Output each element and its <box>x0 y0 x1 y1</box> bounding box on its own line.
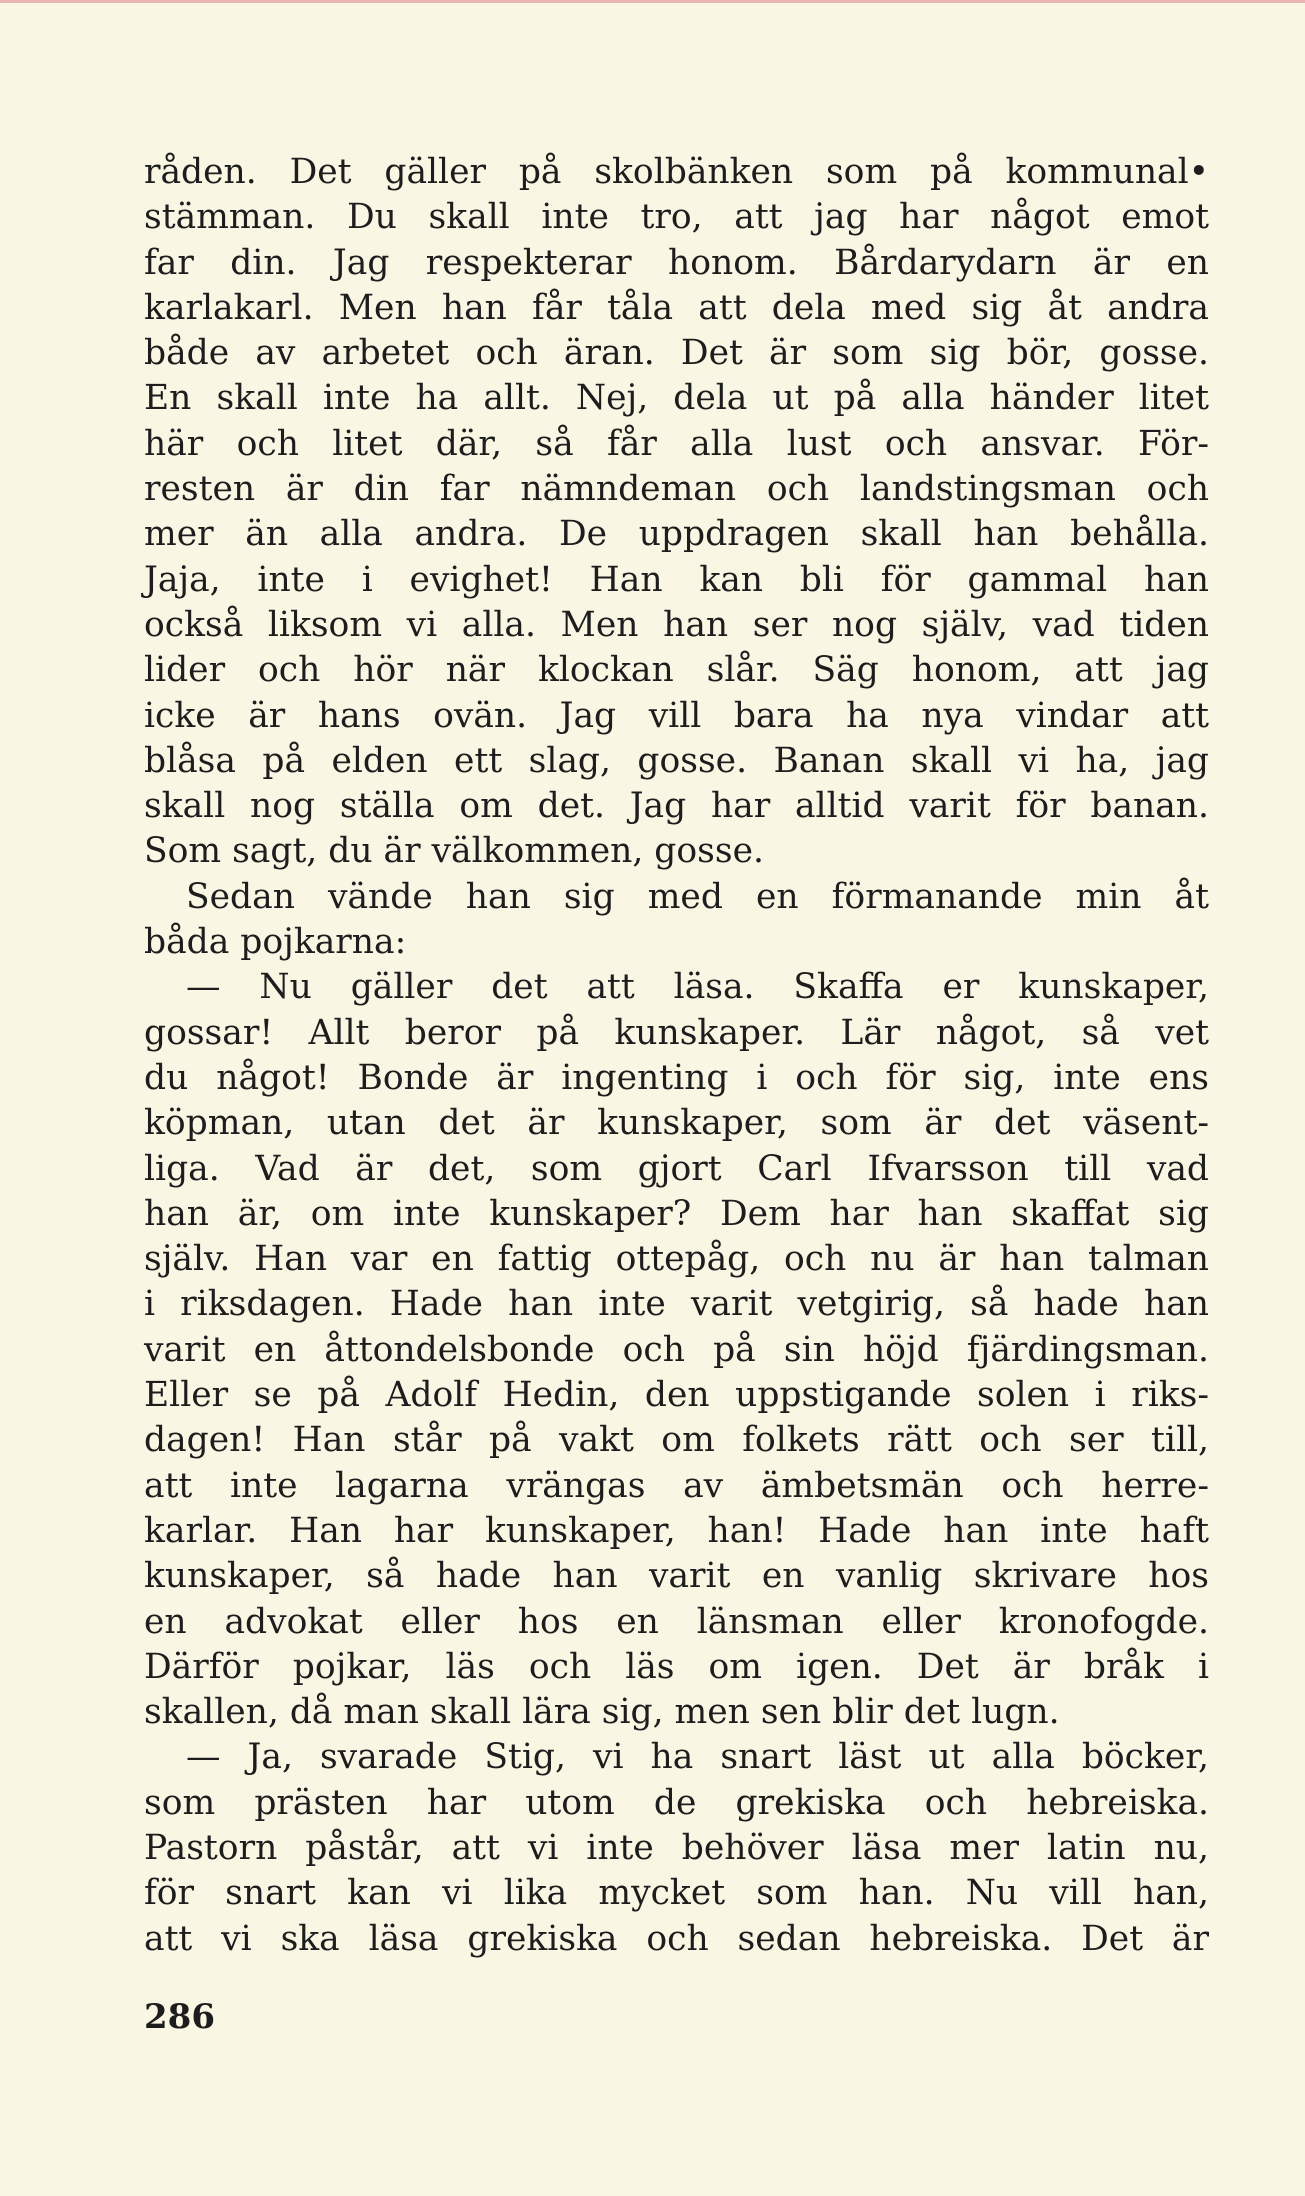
page-number: 286 <box>144 1997 215 2037</box>
text-line: skallen, då man skall lära sig, men sen blir det lugn. <box>144 1692 1060 1733</box>
text-line: Som sagt, du är välkommen, gosse. <box>144 831 764 872</box>
text-line: liga. Vad är det, som gjort Carl Ifvarsson till vad <box>144 1148 1209 1189</box>
text-line: själv. Han var en fattig ottepåg, och nu är han talman <box>144 1239 1209 1280</box>
text-line: lider och hör när klockan slår. Säg honom, att jag <box>144 650 1209 691</box>
text-line: Jaja, inte i evighet! Han kan bli för gammal han <box>144 559 1209 600</box>
text-line: gossar! Allt beror på kunskaper. Lär något, så vet <box>144 1012 1209 1053</box>
text-line: En skall inte ha allt. Nej, dela ut på alla händer litet <box>144 378 1209 419</box>
text-line: råden. Det gäller på skolbänken som på kommunal• <box>144 152 1209 192</box>
text-line: karlakarl. Men han får tåla att dela med sig åt andra <box>144 287 1209 328</box>
text-line: varit en åttondelsbonde och på sin höjd fjärdingsman. <box>144 1329 1209 1370</box>
text-line: båda pojkarna: <box>144 922 407 963</box>
text-line: för snart kan vi lika mycket som han. Nu vill han, <box>144 1873 1209 1914</box>
body-text <box>144 150 1209 1962</box>
text-line: dagen! Han står på vakt om folkets rätt och ser till, <box>144 1420 1209 1461</box>
text-line: karlar. Han har kunskaper, han! Hade han inte haft <box>144 1510 1209 1551</box>
text-line: — Nu gäller det att läsa. Skaffa er kunskaper, <box>186 967 1209 1008</box>
text-line: du något! Bonde är ingenting i och för sig, inte ens <box>144 1057 1209 1098</box>
text-line: Därför pojkar, läs och läs om igen. Det är bråk i <box>144 1646 1209 1687</box>
text-line: skall nog ställa om det. Jag har alltid varit för banan. <box>144 786 1209 827</box>
text-line: Pastorn påstår, att vi inte behöver läsa mer latin nu, <box>144 1827 1209 1868</box>
text-line: att inte lagarna vrängas av ämbetsmän och herre- <box>144 1465 1209 1506</box>
text-line: också liksom vi alla. Men han ser nog själv, vad tiden <box>144 604 1209 645</box>
text-line: att vi ska läsa grekiska och sedan hebreiska. Det är <box>144 1918 1209 1959</box>
text-line: mer än alla andra. De uppdragen skall han behålla. <box>144 514 1209 555</box>
text-line: Sedan vände han sig med en förmanande min åt <box>186 876 1209 917</box>
text-line: resten är din far nämndeman och landstingsman och <box>144 469 1209 510</box>
text-line: både av arbetet och äran. Det är som sig bör, gosse. <box>144 333 1209 374</box>
text-line: han är, om inte kunskaper? Dem har han skaffat sig <box>144 1193 1209 1234</box>
text-line: köpman, utan det är kunskaper, som är det väsent- <box>144 1103 1209 1144</box>
text-line: som prästen har utom de grekiska och hebreiska. <box>144 1782 1209 1823</box>
text-line: en advokat eller hos en länsman eller kronofogde. <box>144 1601 1209 1642</box>
text-line: i riksdagen. Hade han inte varit vetgirig, så hade han <box>144 1284 1209 1325</box>
text-line: här och litet där, så får alla lust och ansvar. För- <box>144 423 1209 464</box>
text-line: Eller se på Adolf Hedin, den uppstigande solen i riks- <box>144 1375 1209 1416</box>
text-line: kunskaper, så hade han varit en vanlig skrivare hos <box>144 1556 1209 1597</box>
text-line: blåsa på elden ett slag, gosse. Banan skall vi ha, jag <box>144 740 1209 781</box>
page-top-edge <box>0 0 1305 3</box>
text-line: far din. Jag respekterar honom. Bårdarydarn är en <box>144 242 1209 283</box>
text-line: — Ja, svarade Stig, vi ha snart läst ut alla böcker, <box>186 1737 1209 1778</box>
text-line: stämman. Du skall inte tro, att jag har något emot <box>144 197 1209 238</box>
text-line: icke är hans ovän. Jag vill bara ha nya vindar att <box>144 695 1209 736</box>
